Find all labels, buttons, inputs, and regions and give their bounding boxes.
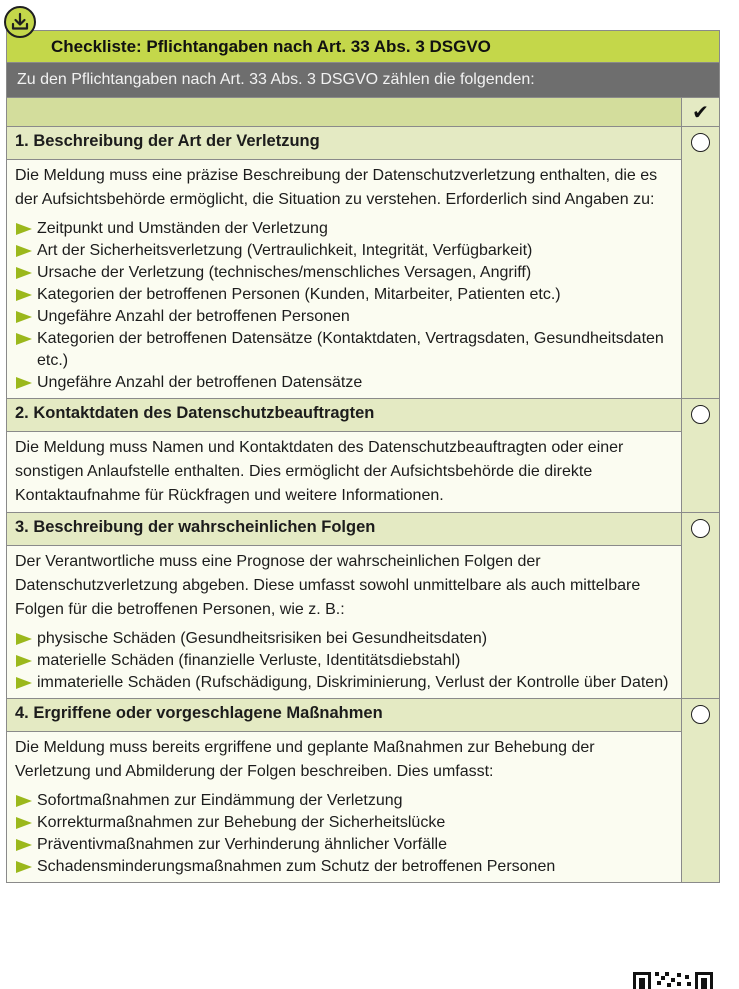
section-header: [7, 699, 720, 732]
checkbox-cell[interactable]: [682, 399, 720, 513]
checkbox-circle-icon[interactable]: [691, 133, 710, 152]
bullet-item: physische Schäden (Gesundheitsrisiken bei Gesundheitsdaten): [15, 628, 669, 650]
bullet-item: materielle Schäden (finanzielle Verluste, Identitätsdiebstahl): [15, 650, 669, 672]
section-description: Die Meldung muss Namen und Kontaktdaten des Datenschutzbeauftragten oder einer sonstigen Anlaufstelle enthalten. Dies ermöglicht der Aufsichtsbehörde die direkte Kontaktaufnahme für Rückfragen und weitere Informationen.: [15, 439, 624, 504]
bullet-item: Art der Sicherheitsverletzung (Vertraulichkeit, Integrität, Verfügbarkeit): [15, 240, 669, 262]
bullet-item: Sofortmaßnahmen zur Eindämmung der Verletzung: [15, 790, 669, 812]
download-icon[interactable]: [4, 6, 36, 38]
section-body: [7, 432, 720, 513]
section-header: [7, 399, 720, 432]
bullet-item: Kategorien der betroffenen Datensätze (Kontaktdaten, Vertragsdaten, Gesundheitsdaten etc.): [15, 328, 669, 372]
section-content: [7, 546, 682, 699]
section-header: [7, 513, 720, 546]
bullet-item: immaterielle Schäden (Rufschädigung, Diskriminierung, Verlust der Kontrolle über Daten): [15, 672, 669, 694]
checkbox-circle-icon[interactable]: [691, 519, 710, 538]
section-description: Der Verantwortliche muss eine Prognose der wahrscheinlichen Folgen der Datenschutzverletzung abgeben. Diese umfasst sowohl unmittelbare als auch mittelbare Folgen für die betroffenen Personen, wie z. B.:: [15, 553, 641, 618]
section-heading: 3. Beschreibung der wahrscheinlichen Folgen: [7, 513, 682, 546]
section-body: [7, 546, 720, 699]
bullet-item: Schadensminderungsmaßnahmen zum Schutz der betroffenen Personen: [15, 856, 669, 878]
qr-code: [632, 970, 716, 989]
bullet-item: Zeitpunkt und Umständen der Verletzung: [15, 218, 669, 240]
bullet-list: [15, 218, 669, 394]
section-body: [7, 160, 720, 399]
column-header-band: [7, 98, 682, 127]
section-content: [7, 732, 682, 883]
checkbox-circle-icon[interactable]: [691, 705, 710, 724]
bullet-item: Ursache der Verletzung (technisches/menschliches Versagen, Angriff): [15, 262, 669, 284]
section-description: Die Meldung muss bereits ergriffene und geplante Maßnahmen zur Behebung der Verletzung und Abmilderung der Folgen beschreiben. Dies umfasst:: [15, 739, 595, 780]
section-header: [7, 127, 720, 160]
check-column-header: ✔: [682, 98, 720, 127]
section-heading: 1. Beschreibung der Art der Verletzung: [7, 127, 682, 160]
bullet-list: [15, 628, 669, 694]
section-heading: 2. Kontaktdaten des Datenschutzbeauftragten: [7, 399, 682, 432]
section-body: [7, 732, 720, 883]
section-heading: 4. Ergriffene oder vorgeschlagene Maßnahmen: [7, 699, 682, 732]
section-content: [7, 432, 682, 513]
checklist-table: [6, 30, 720, 883]
bullet-item: Kategorien der betroffenen Personen (Kunden, Mitarbeiter, Patienten etc.): [15, 284, 669, 306]
bullet-item: Korrekturmaßnahmen zur Behebung der Sicherheitslücke: [15, 812, 669, 834]
section-content: [7, 160, 682, 399]
bullet-item: Präventivmaßnahmen zur Verhinderung ähnlicher Vorfälle: [15, 834, 669, 856]
section-description: Die Meldung muss eine präzise Beschreibung der Datenschutzverletzung enthalten, die es der Aufsichtsbehörde ermöglicht, die Situation zu verstehen. Erforderlich sind Angaben zu:: [15, 167, 658, 208]
bullet-list: [15, 790, 669, 878]
checklist-title: Checkliste: Pflichtangaben nach Art. 33 Abs. 3 DSGVO: [7, 31, 720, 63]
bullet-item: Ungefähre Anzahl der betroffenen Personen: [15, 306, 669, 328]
bullet-item: Ungefähre Anzahl der betroffenen Datensätze: [15, 372, 669, 394]
checkbox-cell[interactable]: [682, 513, 720, 699]
checkbox-cell[interactable]: [682, 699, 720, 883]
checkbox-cell[interactable]: [682, 127, 720, 399]
checklist-subtitle: Zu den Pflichtangaben nach Art. 33 Abs. 3 DSGVO zählen die folgenden:: [7, 63, 720, 98]
checkbox-circle-icon[interactable]: [691, 405, 710, 424]
